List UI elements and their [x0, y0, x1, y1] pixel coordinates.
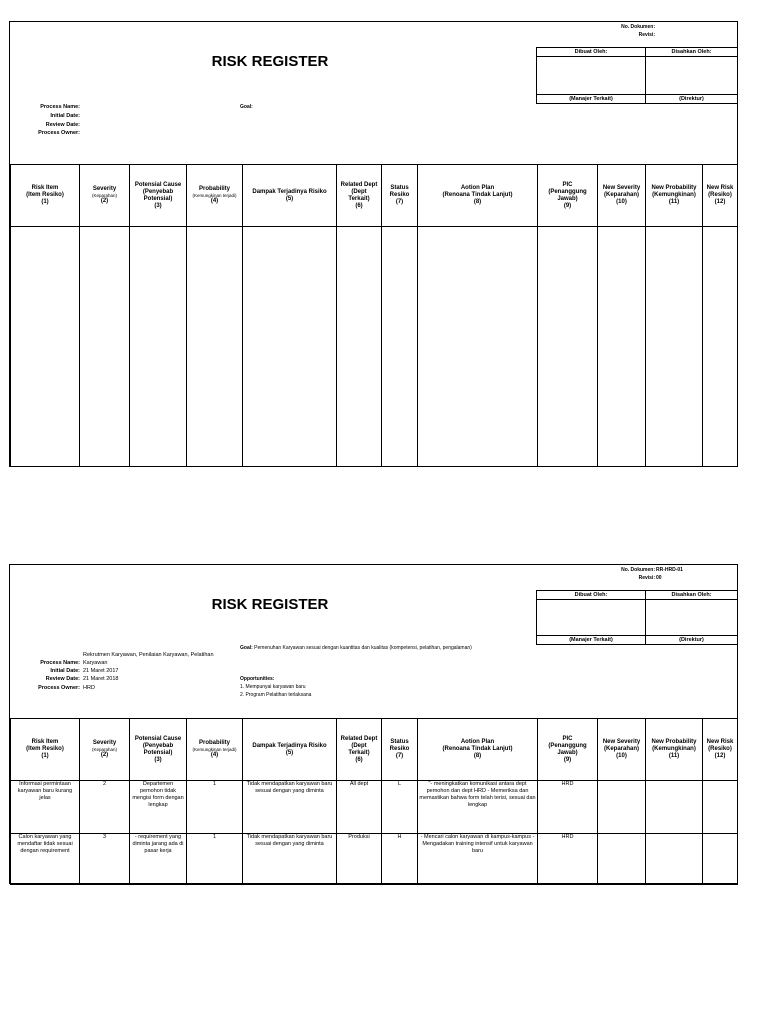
column-header-main: New Severity	[602, 185, 641, 191]
column-header-num: (12)	[714, 199, 726, 205]
column-header-num: (3)	[154, 202, 162, 209]
initial-date-label: Initial Date:	[50, 668, 80, 674]
column-header-sub1: (Penanggung	[548, 742, 587, 749]
dept-cell: All dept	[337, 781, 382, 834]
column-header-main: Status	[390, 185, 409, 191]
opportunity-item: 1. Mempunyai karyawan baru	[240, 684, 306, 690]
column-header-new-probability	[646, 165, 703, 227]
column-header-small: (Kemungkinan terjadi)	[192, 193, 237, 198]
risk-register-filled-sheet	[9, 564, 738, 884]
process-name-label: Process Name:	[40, 104, 80, 110]
column-header-probability	[187, 165, 243, 227]
risk-table-blank	[10, 164, 738, 467]
column-header-sub1: (Dept	[351, 188, 367, 195]
dibuat-oleh-label: Dibuat Oleh:	[537, 591, 645, 600]
column-header-num: (12)	[714, 753, 726, 759]
empty-row	[11, 227, 738, 467]
column-header-sub1: (Resiko)	[708, 192, 732, 198]
new-probability-cell	[646, 781, 703, 834]
column-header-main: Probability	[198, 186, 230, 192]
column-header-main: New Severity	[602, 739, 641, 745]
table-row	[11, 834, 738, 885]
revisi-label: Revisi:	[638, 575, 655, 581]
column-header-num: (10)	[616, 753, 627, 759]
status-cell: H	[382, 834, 418, 885]
column-header-sub1: (Renoana Tindak Lanjut)	[442, 192, 513, 198]
column-header-sub2: Terkait)	[348, 749, 370, 756]
column-header-main: New Risk	[706, 739, 734, 745]
manajer-terkait-label: (Manajer Terkait)	[537, 635, 645, 644]
new-severity-cell	[598, 781, 646, 834]
column-header-num: (1)	[41, 199, 49, 205]
signature-box	[536, 590, 738, 645]
dibuat-oleh-label: Dibuat Oleh:	[537, 48, 645, 57]
process-owner-value: HRD	[83, 685, 95, 691]
column-header-impact	[243, 719, 337, 781]
column-header-sub1: (Item Resiko)	[26, 746, 64, 752]
column-header-status	[382, 719, 418, 781]
column-header-num: (2)	[100, 198, 109, 204]
column-header-num: (7)	[395, 199, 404, 205]
column-header-main: Risk Item	[31, 739, 59, 745]
review-date-label: Review Date:	[45, 122, 80, 128]
column-header-new-severity	[598, 719, 646, 781]
column-header-action-plan	[418, 719, 538, 781]
goal-line	[240, 645, 472, 651]
opportunity-item: 2. Program Pelatihan terlaksana	[240, 692, 312, 698]
column-header-main: New Probability	[651, 739, 697, 745]
column-header-num: (8)	[473, 753, 482, 759]
action-plan-cell: - Mencari calon karyawan di kampus-kampus - Mengadakan training intensif untuk karyawan baru	[418, 834, 538, 885]
column-header-main: Aotion Plan	[460, 185, 495, 191]
column-header-severity	[80, 165, 130, 227]
column-header-num: (5)	[285, 749, 294, 756]
column-header-small: (Kemungkinan terjadi)	[192, 747, 237, 752]
column-header-action-plan	[418, 165, 538, 227]
column-header-sub1: (Penyebab	[142, 742, 174, 749]
review-date-value: 21 Maret 2018	[83, 676, 119, 682]
cause-cell: Departemen pemohon tidak mengisi form dengan lengkap	[130, 781, 187, 834]
new-probability-cell	[646, 834, 703, 885]
no-dokumen-label: No. Dokumen:	[621, 567, 655, 573]
signature-made-by	[537, 48, 646, 103]
column-header-small: (Keparahan)	[91, 193, 118, 198]
no-dokumen-label: No. Dokumen:	[621, 24, 655, 30]
column-header-main: Risk Item	[31, 185, 59, 191]
column-header-sub1: (Dept	[351, 742, 367, 749]
goal-label: Goal:	[240, 104, 253, 110]
column-header-num: (4)	[210, 752, 219, 758]
column-header-main: PIC	[562, 735, 573, 742]
column-header-potential-cause	[130, 165, 187, 227]
column-header-small: (Keparahan)	[91, 747, 118, 752]
probability-cell: 1	[187, 834, 243, 885]
column-header-num: (4)	[210, 198, 219, 204]
pic-cell: HRD	[538, 781, 598, 834]
column-header-sub1: Resiko	[389, 192, 410, 198]
manajer-terkait-label: (Manajer Terkait)	[537, 94, 645, 103]
column-header-sub1: (Kemungkinan)	[652, 192, 696, 198]
column-header-sub1: Resiko	[389, 746, 410, 752]
column-header-potential-cause	[130, 719, 187, 781]
cause-cell: - requirement yang diminta jarang ada di pasar kerja	[130, 834, 187, 885]
direktur-label: (Direktur)	[646, 635, 737, 644]
column-header-main: Severity	[92, 186, 117, 192]
severity-cell: 2	[80, 781, 130, 834]
column-header-num: (11)	[668, 753, 680, 759]
column-header-num: (8)	[473, 199, 482, 205]
column-header-new-risk	[703, 719, 738, 781]
column-header-main: Dampak Terjadinya Risiko	[252, 188, 327, 195]
goal-label: Goal:	[240, 645, 253, 651]
no-dokumen-value: RR-HRD-01	[656, 567, 683, 573]
column-header-sub1: (Kemungkinan)	[652, 746, 696, 752]
column-header-main: Potensial Cause	[134, 181, 182, 188]
process-name-value-line1: Rekrutmen Karyawan, Penilaian Karyawan, Pelatihan	[83, 652, 214, 658]
new-risk-cell	[703, 834, 738, 885]
column-header-sub1: (Item Resiko)	[26, 192, 64, 198]
column-header-num: (9)	[563, 756, 572, 763]
table-row	[11, 781, 738, 834]
initial-date-value: 21 Maret 2017	[83, 668, 119, 674]
process-owner-label: Process Owner:	[38, 130, 80, 136]
column-header-main: New Probability	[651, 185, 697, 191]
opportunities-block	[240, 675, 311, 699]
column-header-num: (1)	[41, 753, 49, 759]
signature-box	[536, 47, 738, 104]
column-header-num: (5)	[285, 195, 294, 202]
column-header-main: Probability	[198, 740, 230, 746]
column-header-risk-item	[11, 165, 80, 227]
column-header-sub2: Jawab)	[557, 749, 578, 756]
status-cell: L	[382, 781, 418, 834]
column-header-sub2: Potensial)	[143, 749, 173, 756]
column-header-main: Related Dept	[340, 735, 378, 742]
column-header-severity	[80, 719, 130, 781]
risk-item-cell: Calon karyawan yang mendaftar tidak sesuai dengan requirement	[11, 834, 80, 885]
signature-approved-by	[646, 591, 737, 644]
column-header-sub2: Potensial)	[143, 195, 173, 202]
impact-cell: Tidak mendapatkan karyawan baru sesuai dengan yang diminta	[243, 781, 337, 834]
page-title: RISK REGISTER	[211, 596, 329, 613]
column-header-sub1: (Penyebab	[142, 188, 174, 195]
column-header-main: New Risk	[706, 185, 734, 191]
column-header-main: Aotion Plan	[460, 739, 495, 745]
column-header-sub1: (Renoana Tindak Lanjut)	[442, 746, 513, 752]
column-header-sub1: (Keparahan)	[603, 192, 639, 198]
impact-cell: Tidak mendapatkan karyawan baru sesuai dengan yang diminta	[243, 834, 337, 885]
signature-made-by	[537, 591, 646, 644]
column-header-num: (3)	[154, 756, 162, 763]
column-header-status	[382, 165, 418, 227]
risk-register-blank-sheet	[9, 21, 738, 467]
column-header-new-severity	[598, 165, 646, 227]
column-header-related-dept	[337, 165, 382, 227]
column-header-sub2: Terkait)	[348, 195, 370, 202]
process-owner-label: Process Owner:	[38, 685, 80, 691]
column-header-num: (10)	[616, 199, 627, 205]
column-header-row	[11, 719, 738, 781]
column-header-num: (6)	[355, 756, 363, 763]
page-title: RISK REGISTER	[211, 53, 329, 70]
column-header-num: (2)	[100, 752, 109, 758]
disahkan-oleh-label: Disahkan Oleh:	[646, 591, 737, 600]
goal-text: Pemenuhan Karyawan sesuai dengan kuantitas dan kualitas (kompetensi, pelatihan, pengalaman)	[254, 645, 472, 651]
severity-cell: 3	[80, 834, 130, 885]
dept-cell: Produksi	[337, 834, 382, 885]
column-header-impact	[243, 165, 337, 227]
column-header-main: Status	[390, 739, 409, 745]
process-name-label: Process Name:	[40, 660, 80, 666]
column-header-sub2: Jawab)	[557, 195, 578, 202]
column-header-main: Dampak Terjadinya Risiko	[252, 742, 327, 749]
column-header-main: Related Dept	[340, 181, 378, 188]
signature-approved-by	[646, 48, 737, 103]
column-header-row	[11, 165, 738, 227]
risk-item-cell: Informasi permintaan karyawan baru kurang jelas	[11, 781, 80, 834]
column-header-risk-item	[11, 719, 80, 781]
sheet-header	[10, 22, 737, 165]
column-header-num: (11)	[668, 199, 680, 205]
column-header-pic	[538, 165, 598, 227]
column-header-sub1: (Keparahan)	[603, 746, 639, 752]
new-risk-cell	[703, 781, 738, 834]
direktur-label: (Direktur)	[646, 94, 737, 103]
process-name-value-line2: Karyawan	[83, 660, 108, 666]
column-header-num: (7)	[395, 753, 404, 759]
risk-table-filled	[10, 718, 738, 885]
column-header-sub1: (Penanggung	[548, 188, 587, 195]
action-plan-cell: "- meningkatkan komunikasi antara dept pemohon dan dept HRD - Memeriksa dan memastikan bahwa form telah terisi, sesuai dan lengkap	[418, 781, 538, 834]
sheet-header	[10, 565, 737, 719]
column-header-new-risk	[703, 165, 738, 227]
initial-date-label: Initial Date:	[50, 113, 80, 119]
column-header-sub1: (Resiko)	[708, 746, 732, 752]
column-header-main: PIC	[562, 181, 573, 188]
revisi-label: Revisi:	[638, 32, 655, 38]
column-header-main: Severity	[92, 740, 117, 746]
opportunities-label: Opportunities:	[240, 676, 275, 682]
probability-cell: 1	[187, 781, 243, 834]
column-header-num: (9)	[563, 202, 572, 209]
revisi-value: 00	[656, 575, 662, 581]
column-header-pic	[538, 719, 598, 781]
review-date-label: Review Date:	[45, 676, 80, 682]
pic-cell: HRD	[538, 834, 598, 885]
column-header-new-probability	[646, 719, 703, 781]
disahkan-oleh-label: Disahkan Oleh:	[646, 48, 737, 57]
column-header-related-dept	[337, 719, 382, 781]
column-header-probability	[187, 719, 243, 781]
new-severity-cell	[598, 834, 646, 885]
column-header-main: Potensial Cause	[134, 735, 182, 742]
column-header-num: (6)	[355, 202, 363, 209]
